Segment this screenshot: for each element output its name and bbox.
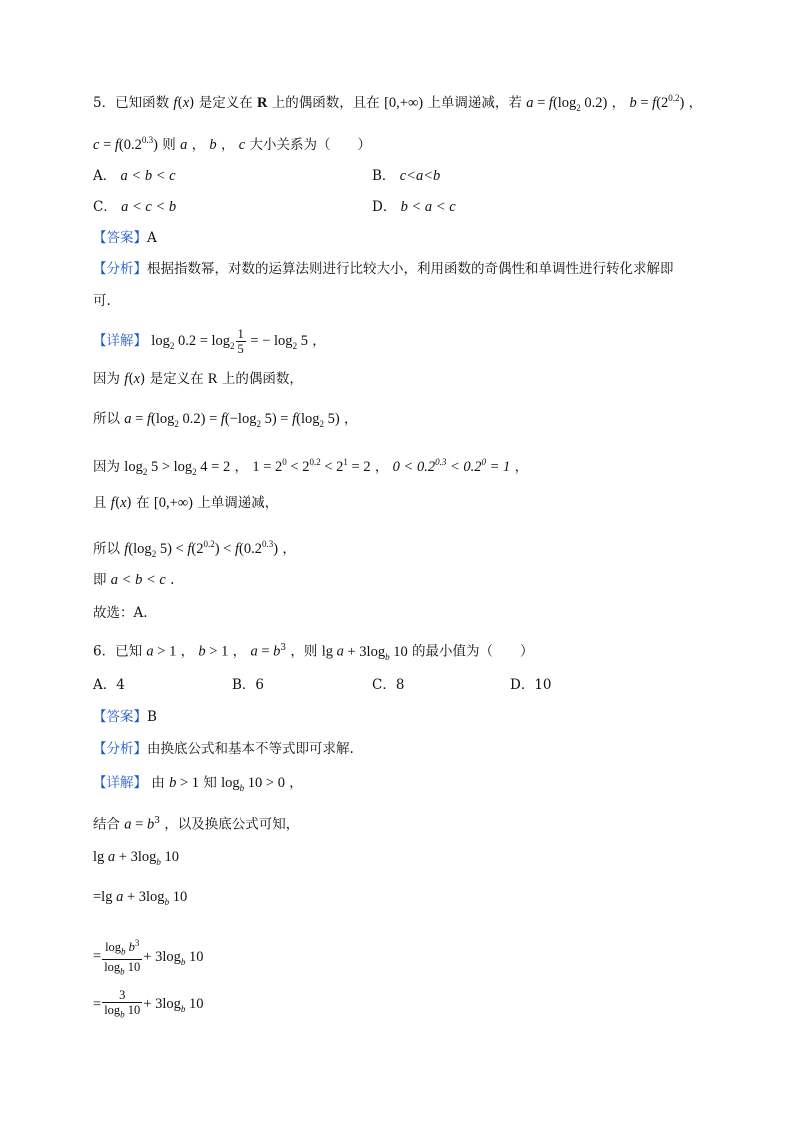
q6-option-c: C．8: [372, 677, 405, 693]
detail-tag: 【详解】: [93, 775, 147, 791]
q5-option-d: D． b < a < c: [372, 199, 456, 215]
q5-option-c: C． a < c < b: [93, 199, 177, 215]
q6-eq-2: =lg $a + 3\log_b$ 10: [93, 889, 188, 907]
q6-step-1: 结合 $a = b^3$ ，以及换底公式可知，: [93, 816, 300, 833]
q5-step-1: 因为 f(x) 是定义在 R 上的偶函数，: [93, 371, 303, 387]
fraction-one-fifth: $\frac{1}{5}$: [237, 327, 244, 356]
q6-answer: 【答案】B: [93, 709, 157, 725]
q5-stem-line-1: 5．已知函数 f(x) 是定义在 R 上的偶函数，且在 [0,+∞) 上单调递减，若 $a = f(\log_2$ 0.2) ， $b = f(2^{0.2})$ ，: [93, 93, 703, 113]
q6-stem: 6．已知 a > 1 ， b > 1 ， $a = b^3$ ，则 $\lg a + 3\log_b$ 10 的最小值为（ ）: [93, 643, 534, 662]
q5-option-b: B． c<a<b: [372, 168, 441, 184]
q6-eq-4: = $\frac{3}{\log_b 10}$ + $3\log_b$ 10: [93, 988, 204, 1020]
q5-step-5: 所以 $f(\log_2$ $5) < f(2^{0.2}) < f(0.2^{0.3})$ ，: [93, 539, 296, 559]
q5-step-3: 因为 $\log_2 5 > \log_2 4 = 2$ ， $1 = 2^0 < 2^{0.2} < 2^1 = 2$ ， $0 < 0.2^{0.3} < 0.2^0 = 1$ ，: [93, 457, 529, 477]
analysis-tag: 【分析】: [93, 261, 147, 277]
fraction-3-over-log-10: $\frac{3}{\log_b 10}$: [104, 988, 141, 1020]
q5-option-a: A． a < b < c: [93, 168, 176, 184]
q6-detail: 【详解】 由 b > 1 知 $\log_b 10 > 0$ ，: [93, 775, 303, 793]
q5-detail-eq: 【详解】 $\log_2 0.2 = \log_2$ $\frac{1}{5}$ = − $\log_2 5$ ，: [93, 327, 326, 356]
detail-tag: 【详解】: [93, 333, 147, 349]
q5-step-2: 所以 $a = f(\log_2$ $0.2) = f(-\log_2$ $5) = f(\log_2$ 5) ，: [93, 411, 358, 429]
answer-tag: 【答案】: [93, 709, 147, 725]
q6-eq-1: $\lg a + 3\log_b$ 10: [93, 849, 179, 867]
q5-conclusion: 故选：A.: [93, 605, 148, 621]
q5-step-6: 即 a < b < c .: [93, 572, 175, 588]
q6-option-a: A．4: [93, 677, 125, 693]
q5-analysis-line-2: 可.: [93, 293, 111, 309]
q6-option-b: B．6: [232, 677, 265, 693]
fraction-log-b3-over-log-10: $\frac{\log_b b^3}{\log_b 10}$: [104, 938, 141, 977]
answer-tag: 【答案】: [93, 230, 147, 246]
q5-answer: 【答案】A: [93, 230, 157, 246]
q5-step-4: 且 f(x) 在 [0,+∞) 上单调递减，: [93, 495, 279, 511]
q6-analysis: 【分析】由换底公式和基本不等式即可求解.: [93, 741, 354, 757]
q5-stem-line-2: $c = f(0.2^{0.3})$ 则 a ， b ， c 大小关系为（ ）: [93, 135, 371, 153]
analysis-tag: 【分析】: [93, 741, 147, 757]
q6-eq-3: = $\frac{\log_b b^3}{\log_b 10}$ + $3\log_b$ 10: [93, 938, 204, 977]
q5-analysis-line-1: 【分析】根据指数幂，对数的运算法则进行比较大小，利用函数的奇偶性和单调性进行转化求解即: [93, 261, 674, 277]
q6-option-d: D．10: [510, 677, 552, 693]
